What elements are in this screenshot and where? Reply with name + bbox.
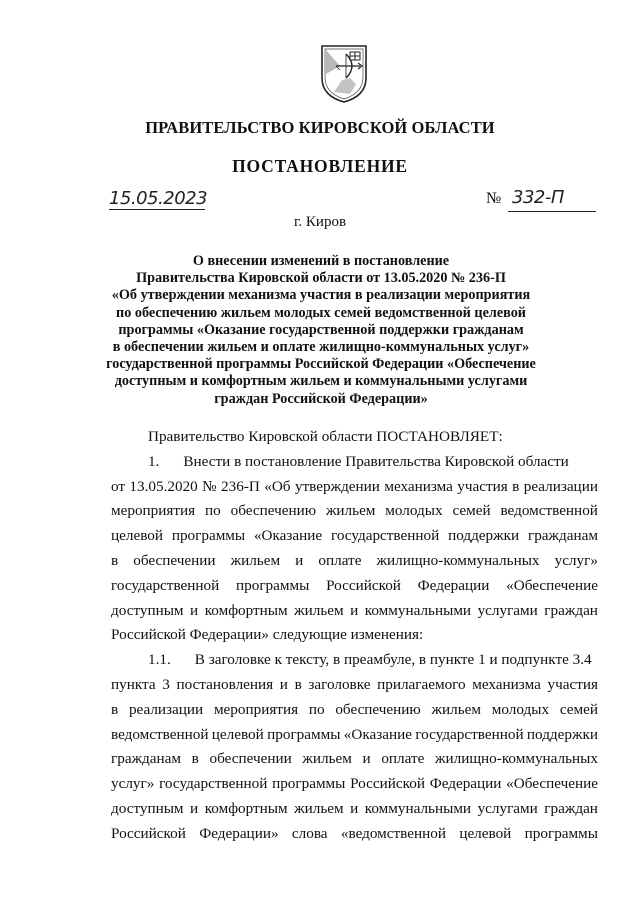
- word: прилагаемого: [377, 675, 466, 693]
- word: «Об: [264, 477, 291, 495]
- word: обеспечению: [230, 502, 317, 520]
- document-title: [90, 253, 552, 408]
- word: участия: [457, 477, 508, 495]
- word: услуг»: [554, 551, 598, 569]
- word: мероприятия: [111, 502, 196, 520]
- word: гражданам: [111, 750, 182, 768]
- paragraph-1-line: [111, 574, 598, 599]
- word: №: [202, 477, 217, 495]
- word: жилищно-коммунальных: [435, 750, 598, 768]
- word: в: [191, 750, 199, 768]
- word: и: [279, 675, 288, 693]
- word: обеспечению: [335, 700, 421, 718]
- paragraph-1-1-first-text: В заголовке к тексту, в преамбуле, в пункте 1 и подпункте 3.4: [194, 651, 592, 669]
- government-name: ПРАВИТЕЛЬСТВО КИРОВСКОЙ ОБЛАСТИ: [145, 118, 495, 137]
- word: услугами: [477, 601, 538, 619]
- document-type: ПОСТАНОВЛЕНИЕ: [232, 156, 408, 176]
- word: 3: [162, 675, 170, 693]
- word: жильем: [431, 700, 482, 718]
- preamble: Правительство Кировской области ПОСТАНОВЛЯЕТ:: [148, 428, 503, 445]
- word: Федерации»: [199, 824, 279, 842]
- word: государственной: [111, 576, 220, 594]
- word: постановления: [176, 675, 274, 693]
- word: оплате: [318, 551, 362, 569]
- paragraph-1-1-line: [111, 673, 598, 698]
- word: «Обеспечение: [506, 775, 598, 793]
- paragraph-1-1-line: [111, 698, 598, 723]
- word: механизма: [472, 675, 541, 693]
- word: государственной: [159, 775, 268, 793]
- title-line: «Об утверждении механизма участия в реализации мероприятия: [111, 287, 531, 304]
- number-label: №: [486, 190, 502, 207]
- paragraph-1-number: 1.: [148, 452, 160, 470]
- title-line: по обеспечению жильем молодых семей ведомственной целевой: [116, 304, 526, 321]
- word: в: [111, 551, 119, 569]
- title-line: О внесении изменений в постановление: [192, 253, 450, 269]
- word: услугами: [477, 799, 538, 817]
- word: «Оказание: [343, 725, 412, 743]
- document-body: [111, 425, 598, 847]
- word: Федерации: [429, 775, 502, 793]
- city: г. Киров: [293, 214, 347, 230]
- word: и: [350, 799, 359, 817]
- word: целевой: [111, 527, 163, 545]
- word: Федерации: [417, 576, 490, 594]
- word: жилищно-коммунальных: [376, 551, 540, 569]
- paragraph-1-1-line: [111, 797, 598, 822]
- title-line: программы «Оказание государственной поддержки гражданам: [118, 321, 524, 338]
- paragraph-1-1-number: 1.1.: [148, 651, 171, 669]
- word: доступным: [111, 799, 184, 817]
- word: поддержки: [526, 725, 598, 743]
- word: «Оказание: [253, 527, 323, 545]
- word: государственной: [415, 725, 524, 743]
- title-line: доступным и комфортным жильем и коммунальными услугами: [114, 373, 528, 390]
- word: участия: [547, 675, 598, 693]
- word: Российской: [326, 576, 401, 594]
- word: программы: [272, 775, 346, 793]
- word: программы: [524, 824, 598, 842]
- word: мероприятия: [213, 700, 299, 718]
- paragraph-1-line: [111, 524, 598, 549]
- word: доступным: [111, 601, 184, 619]
- word: в: [512, 477, 520, 495]
- paragraph-1-line: [111, 475, 598, 500]
- paragraph-1-line: [111, 549, 598, 574]
- word: молодых: [491, 700, 550, 718]
- word: семей: [559, 700, 598, 718]
- word: Российской: [350, 775, 425, 793]
- paragraph-1-1-line: [111, 723, 598, 748]
- paragraph-1-1-first-line: [111, 648, 598, 673]
- word: жильем: [230, 551, 281, 569]
- word: утверждении: [294, 477, 380, 495]
- title-line: граждан Российской Федерации»: [214, 390, 428, 407]
- word: и: [190, 601, 199, 619]
- title-line: в обеспечении жильем и оплате жилищно-коммунальных услуг»: [112, 339, 530, 356]
- word: оплате: [381, 750, 425, 768]
- word: целевой: [211, 725, 264, 743]
- word: в: [111, 700, 119, 718]
- word: жильем: [294, 601, 344, 619]
- title-line: Правительства Кировской области от 13.05.2020 № 236-П: [136, 270, 506, 287]
- word: жильем: [294, 799, 344, 817]
- word: заголовке: [308, 675, 371, 693]
- word: коммунальными: [364, 799, 472, 817]
- word: комфортным: [204, 601, 288, 619]
- paragraph-1-1-line: [111, 822, 598, 847]
- word: государственной: [330, 527, 440, 545]
- document-number: [486, 187, 596, 208]
- date-value: 15.05.2023: [109, 188, 208, 209]
- word: программы: [267, 725, 341, 743]
- word: жильем: [325, 502, 376, 520]
- word: «Обеспечение: [506, 576, 598, 594]
- word: программы: [171, 527, 246, 545]
- paragraph-1-1-line: [111, 772, 598, 797]
- word: по: [205, 502, 221, 520]
- word: в: [294, 675, 302, 693]
- word: семей: [452, 502, 491, 520]
- word: жильем: [302, 750, 352, 768]
- word: реализации: [128, 700, 204, 718]
- word: и: [362, 750, 371, 768]
- word: 236-П: [221, 477, 260, 495]
- word: и: [350, 601, 359, 619]
- document-date: [109, 188, 208, 209]
- paragraph-1-line: [111, 599, 598, 624]
- word: по: [308, 700, 325, 718]
- word: поддержки: [448, 527, 520, 545]
- word: ведомственной: [500, 502, 598, 520]
- number-underline: [508, 211, 596, 212]
- word: и: [190, 799, 199, 817]
- word: граждан: [544, 799, 598, 817]
- word: молодых: [385, 502, 443, 520]
- paragraph-1-line: [111, 499, 598, 524]
- word: коммунальными: [364, 601, 472, 619]
- word: граждан: [544, 601, 598, 619]
- word: «ведомственной: [340, 824, 446, 842]
- paragraph-1-first-text: Внести в постановление Правительства Кировской области: [183, 452, 569, 470]
- word: от: [111, 477, 126, 495]
- word: ведомственной: [111, 725, 209, 743]
- word: и: [295, 551, 304, 569]
- word: программы: [236, 576, 310, 594]
- word: гражданам: [527, 527, 598, 545]
- word: обеспечении: [133, 551, 216, 569]
- coat-of-arms-icon: [320, 44, 368, 104]
- number-value: 332-П: [512, 187, 564, 208]
- paragraph-1-first-line: [111, 450, 598, 475]
- paragraph-1-1-line: [111, 747, 598, 772]
- paragraph-1-last-line: Российской Федерации» следующие изменения:: [111, 626, 424, 644]
- word: слова: [291, 824, 328, 842]
- word: целевой: [459, 824, 512, 842]
- word: Российской: [111, 824, 186, 842]
- word: пункта: [111, 675, 156, 693]
- word: 13.05.2020: [129, 477, 198, 495]
- title-line: государственной программы Российской Федерации «Обеспечение: [106, 356, 536, 373]
- word: услуг»: [111, 775, 155, 793]
- word: реализации: [523, 477, 598, 495]
- date-underline: [109, 209, 205, 210]
- word: комфортным: [204, 799, 288, 817]
- word: механизма: [384, 477, 453, 495]
- word: обеспечении: [209, 750, 292, 768]
